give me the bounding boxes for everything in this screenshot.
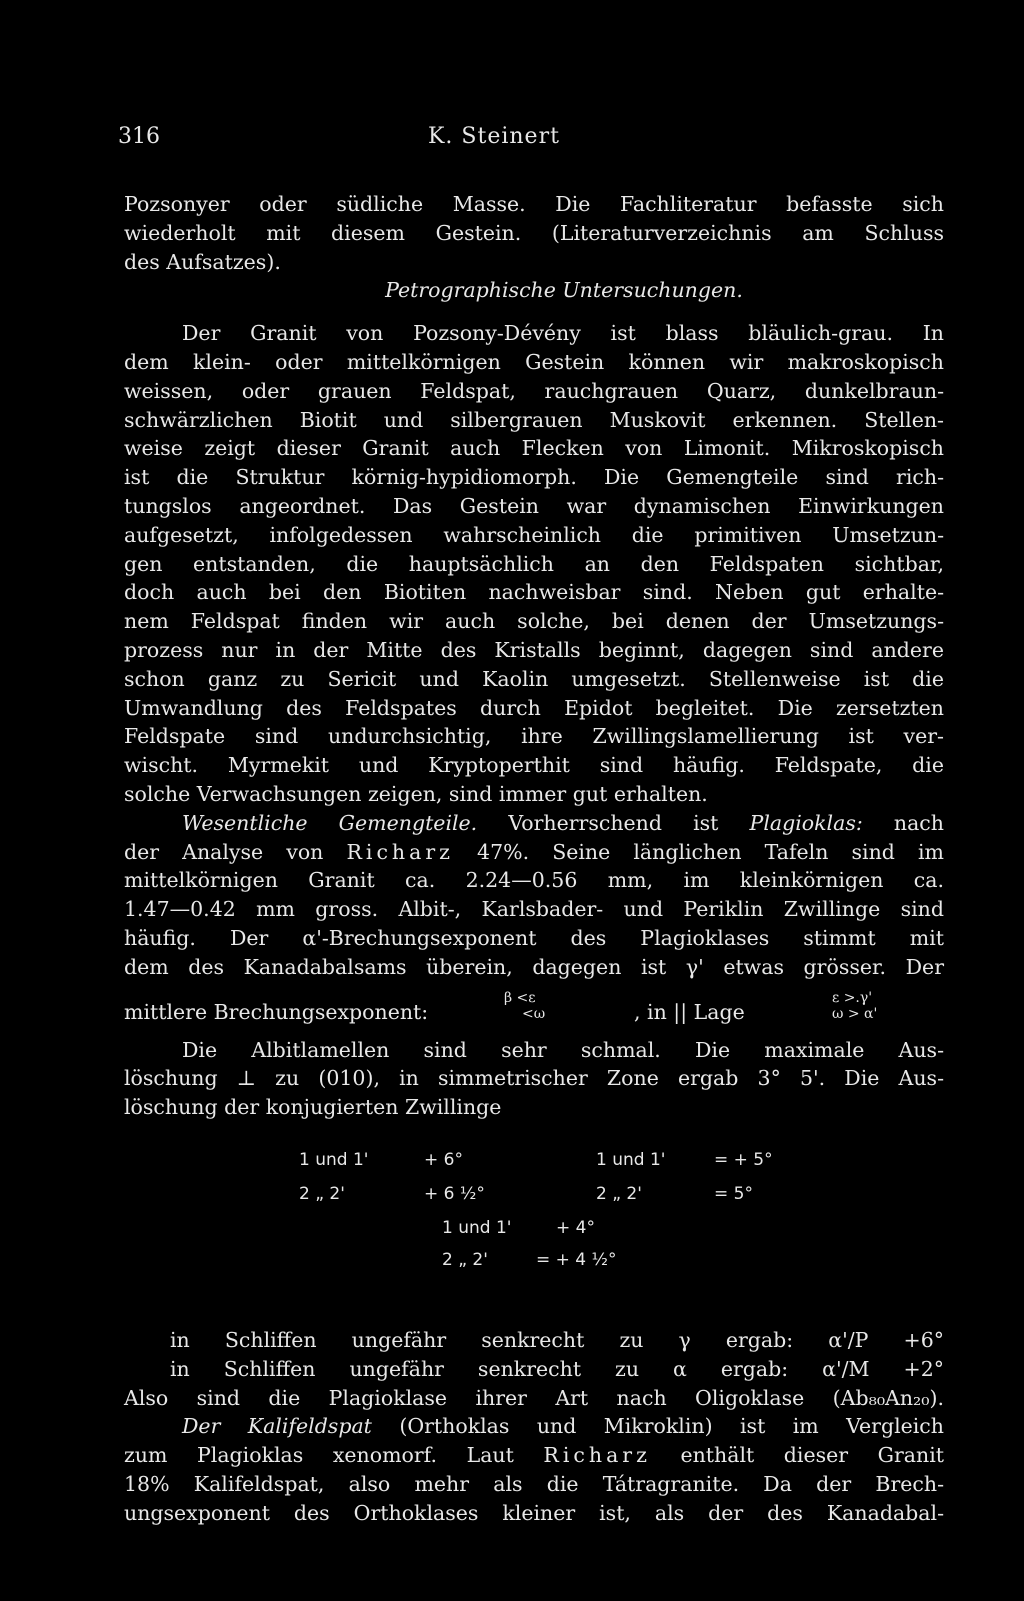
- paragraph-3: [124, 809, 944, 982]
- text-line: [124, 1412, 944, 1441]
- formula-middle: , in || Lage: [634, 999, 745, 1024]
- text-line: häufig. Der α'-Brechungsexponent des Plagioklases stimmt mit: [124, 925, 944, 950]
- text-line: löschung ⊥ zu (010), in simmetrischer Zone ergab 3° 5'. Die Aus-: [124, 1066, 944, 1091]
- paragraph-2: [124, 319, 944, 809]
- page-header: [118, 124, 918, 154]
- text-line: Die Albitlamellen sind sehr schmal. Die maximale Aus-: [182, 1037, 944, 1062]
- term-italic: Plagioklas:: [749, 810, 863, 835]
- text-run: nach: [862, 810, 944, 835]
- refraction-formula: [124, 990, 944, 1030]
- text-line: in Schliffen ungefähr senkrecht zu γ ergab: α'/P +6°: [170, 1327, 944, 1352]
- text-line: 18% Kalifeldspat, also mehr als die Tátragranite. Da der Brech-: [124, 1471, 944, 1496]
- text-line: des Aufsatzes).: [124, 249, 281, 274]
- text-line: solche Verwachsungen zeigen, sind immer gut erhalten.: [124, 781, 708, 806]
- formula-right: [832, 990, 877, 1022]
- paragraph-5: [124, 1326, 944, 1412]
- text-line: doch auch bei den Biotiten nachweisbar sind. Neben gut erhalte-: [124, 580, 944, 605]
- subheading-italic: Der Kalifeldspat: [182, 1414, 372, 1439]
- text-line: ungsexponent des Orthoklases kleiner ist, als der des Kanadabal-: [124, 1500, 944, 1525]
- text-line: weise zeigt dieser Granit auch Flecken von Limonit. Mikroskopisch: [124, 436, 944, 461]
- formula-beta-top: β <ε: [504, 989, 536, 1006]
- table-cell: 1 und 1': [596, 1149, 666, 1170]
- table-cell: = + 5°: [714, 1149, 773, 1170]
- formula-beta-bottom: <ω: [522, 1005, 546, 1022]
- table-cell: 2 „ 2': [299, 1183, 345, 1204]
- analyst-name: Richarz: [346, 839, 454, 864]
- text-run: (Orthoklas und Mikroklin) ist im Vergleich: [371, 1414, 944, 1439]
- text-line: weissen, oder grauen Feldspat, rauchgrauen Quarz, dunkelbraun-: [124, 378, 944, 403]
- text-line: Pozsonyer oder südliche Masse. Die Fachliteratur befasste sich: [124, 192, 944, 216]
- analyst-name: Richarz: [543, 1443, 651, 1468]
- text-line: tungslos angeordnet. Das Gestein war dynamischen Einwirkungen: [124, 493, 944, 518]
- section-title: Petrographische Untersuchungen.: [385, 278, 743, 303]
- text-line: Also sind die Plagioklase ihrer Art nach Oligoklase (Ab₈₀An₂₀).: [124, 1385, 944, 1410]
- text-run: der Analyse von: [124, 839, 347, 864]
- paragraph-6: [124, 1412, 944, 1527]
- text-run: Vorherrschend ist: [477, 810, 750, 835]
- text-run: enthält dieser Granit: [650, 1443, 944, 1468]
- extinction-table: [124, 1146, 944, 1296]
- text-run: 47%. Seine länglichen Tafeln sind im: [453, 839, 944, 864]
- text-line: schon ganz zu Sericit und Kaolin umgesetzt. Stellenweise ist die: [124, 666, 944, 691]
- table-cell: 2 „ 2': [596, 1183, 642, 1204]
- text-line: Der Granit von Pozsony-Dévény ist blass bläulich-grau. In: [182, 321, 944, 346]
- text-line: löschung der konjugierten Zwillinge: [124, 1095, 502, 1120]
- table-cell: 1 und 1': [442, 1217, 512, 1238]
- text-line: [124, 1441, 944, 1470]
- formula-right-top: ε >.γ': [832, 989, 873, 1006]
- paragraph-1: [124, 190, 944, 276]
- table-cell: + 4°: [556, 1217, 595, 1238]
- text-line: ist die Struktur körnig-hypidiomorph. Die Gemengteile sind rich-: [124, 465, 944, 490]
- text-line: prozess nur in der Mitte des Kristalls beginnt, dagegen sind andere: [124, 637, 944, 662]
- table-cell: = + 4 ½°: [536, 1249, 617, 1270]
- text-line: mittelkörnigen Granit ca. 2.24—0.56 mm, im kleinkörnigen ca.: [124, 868, 944, 893]
- page-body: [124, 190, 944, 1527]
- formula-label: mittlere Brechungsexponent:: [124, 999, 429, 1024]
- text-line: Feldspate sind undurchsichtig, ihre Zwillingslamellierung ist ver-: [124, 724, 944, 749]
- text-line: aufgesetzt, infolgedessen wahrscheinlich die primitiven Umsetzun-: [124, 522, 944, 547]
- text-line: [124, 838, 944, 867]
- text-line: 1.47—0.42 mm gross. Albit-, Karlsbader- und Periklin Zwillinge sind: [124, 897, 944, 922]
- text-line: nem Feldspat finden wir auch solche, bei denen der Umsetzungs-: [124, 609, 944, 634]
- table-cell: 1 und 1': [299, 1149, 369, 1170]
- running-head-author: K. Steinert: [428, 124, 560, 149]
- page-number: 316: [118, 124, 160, 149]
- formula-beta: [504, 990, 545, 1022]
- formula-right-bottom: ω > α': [832, 1005, 878, 1022]
- text-line: [124, 809, 944, 838]
- table-cell: = 5°: [714, 1183, 753, 1204]
- paragraph-4: [124, 1036, 944, 1122]
- text-line: wiederholt mit diesem Gestein. (Literaturverzeichnis am Schluss: [124, 220, 944, 245]
- text-line: in Schliffen ungefähr senkrecht zu α ergab: α'/M +2°: [170, 1356, 944, 1381]
- text-line: dem klein- oder mittelkörnigen Gestein können wir makroskopisch: [124, 349, 944, 374]
- text-line: Umwandlung des Feldspates durch Epidot begleitet. Die zersetzten: [124, 695, 944, 720]
- text-line: wischt. Myrmekit und Kryptoperthit sind häufig. Feldspate, die: [124, 753, 944, 778]
- text-line: dem des Kanadabalsams überein, dagegen ist γ' etwas grösser. Der: [124, 954, 944, 979]
- text-line: gen entstanden, die hauptsächlich an den Feldspaten sichtbar,: [124, 551, 944, 576]
- text-line: schwärzlichen Biotit und silbergrauen Muskovit erkennen. Stellen-: [124, 407, 944, 432]
- table-cell: + 6°: [424, 1149, 463, 1170]
- text-run: zum Plagioklas xenomorf. Laut: [124, 1443, 544, 1468]
- subheading-italic: Wesentliche Gemengteile.: [182, 810, 478, 835]
- table-cell: 2 „ 2': [442, 1249, 488, 1270]
- table-cell: + 6 ½°: [424, 1183, 485, 1204]
